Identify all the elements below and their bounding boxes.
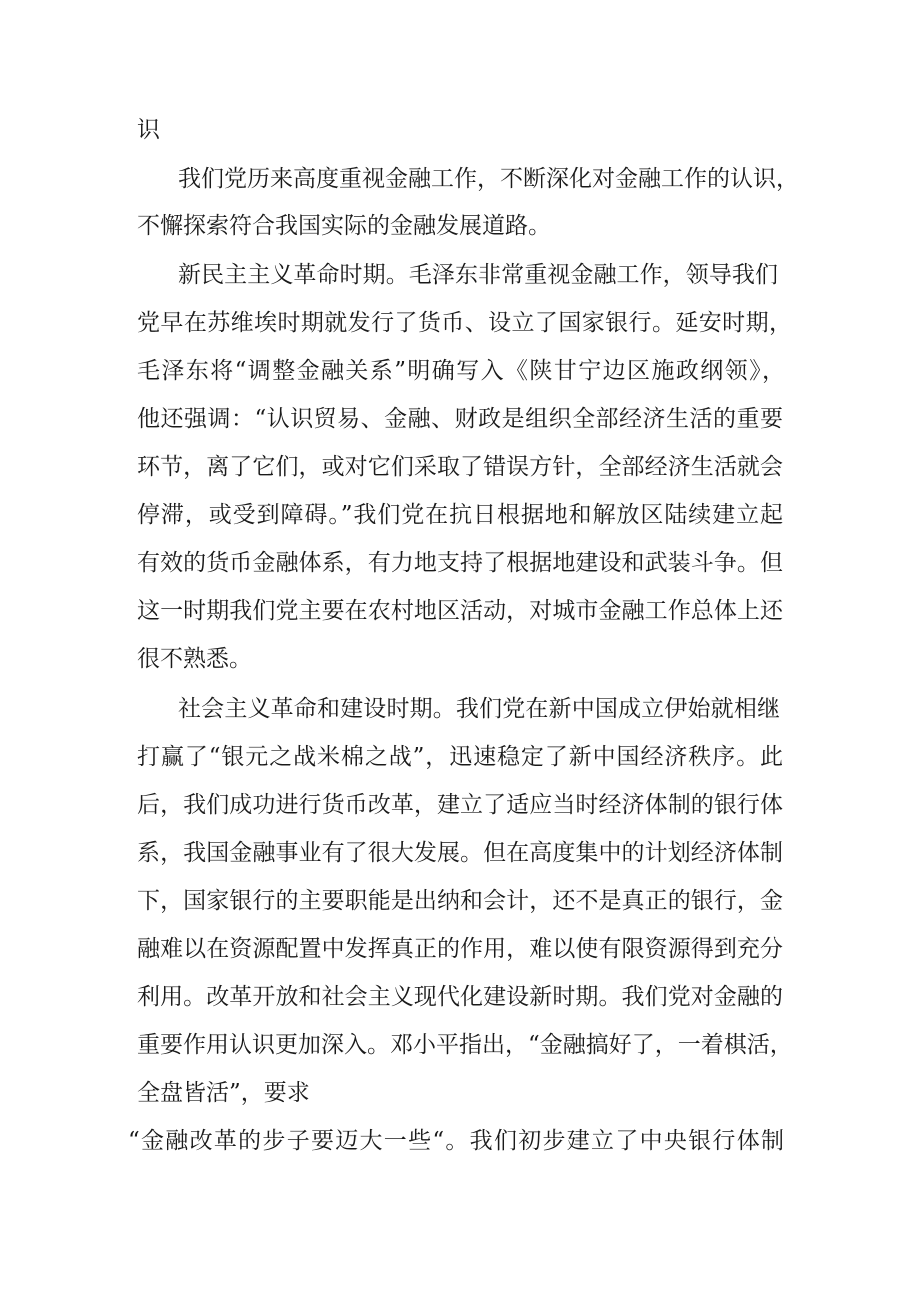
paragraph-3-line: 下，国家银行的主要职能是出纳和会计，还不是真正的银行，金 xyxy=(137,888,783,914)
paragraph-3-line: 全盘皆活”，要求 xyxy=(137,1080,310,1106)
paragraph-2-line: 很不熟悉。 xyxy=(137,646,252,672)
paragraph-3-line: 重要作用认识更加深入。邓小平指出，“金融搞好了，一着棋活， xyxy=(137,1032,793,1058)
paragraph-1-line: 不懈探索符合我国实际的金融发展道路。 xyxy=(137,213,551,239)
paragraph-2-line: 环节，离了它们，或对它们采取了错误方针，全部经济生活就会 xyxy=(137,454,783,480)
paragraph-3-line: 后，我们成功进行货币改革，建立了适应当时经济体制的银行体 xyxy=(137,792,783,818)
paragraph-1-line: 我们党历来高度重视金融工作，不断深化对金融工作的认识， xyxy=(178,166,799,192)
paragraph-2-line: 党早在苏维埃时期就发行了货币、设立了国家银行。延安时期， xyxy=(137,310,792,336)
paragraph-3-line: “金融改革的步子要迈大一些“。我们初步建立了中央银行体制 xyxy=(128,1128,784,1154)
text-line: 识 xyxy=(137,117,160,143)
paragraph-2-line: 停滞，或受到障碍。”我们党在抗日根据地和解放区陆续建立起 xyxy=(137,502,783,528)
paragraph-2-line: 新民主主义革命时期。毛泽东非常重视金融工作，领导我们 xyxy=(178,262,778,288)
paragraph-3-line: 利用。改革开放和社会主义现代化建设新时期。我们党对金融的 xyxy=(137,984,783,1010)
paragraph-3-line: 打赢了“银元之战米棉之战”，迅速稳定了新中国经济秩序。此 xyxy=(137,744,783,770)
paragraph-2-line: 这一时期我们党主要在农村地区活动，对城市金融工作总体上还 xyxy=(137,598,783,624)
paragraph-2-line: 毛泽东将“调整金融关系”明确写入《陕甘宁边区施政纲领》， xyxy=(137,358,785,384)
paragraph-3-line: 社会主义革命和建设时期。我们党在新中国成立伊始就相继 xyxy=(178,696,780,722)
paragraph-2-line: 有效的货币金融体系，有力地支持了根据地建设和武装斗争。但 xyxy=(137,550,783,576)
paragraph-3-line: 系，我国金融事业有了很大发展。但在高度集中的计划经济体制 xyxy=(137,840,783,866)
paragraph-2-line: 他还强调：“认识贸易、金融、财政是组织全部经济生活的重要 xyxy=(137,406,783,432)
paragraph-3-line: 融难以在资源配置中发挥真正的作用，难以使有限资源得到充分 xyxy=(137,936,783,962)
